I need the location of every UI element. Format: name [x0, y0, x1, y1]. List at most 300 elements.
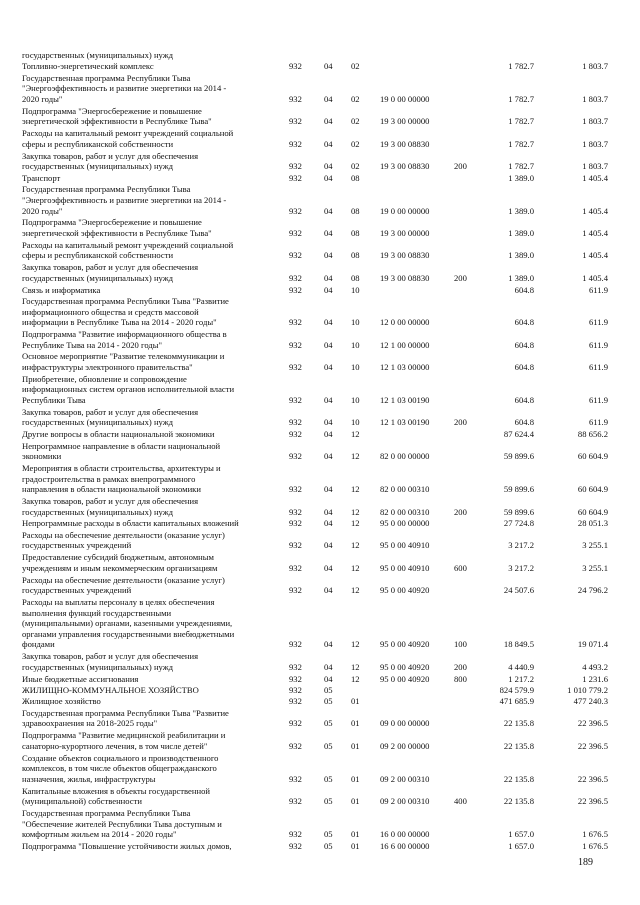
row-name [22, 262, 284, 283]
target-article-code: 19 3 00 08830 [380, 272, 430, 283]
sum-year-1: 1 389.0 [508, 250, 534, 261]
expense-type-code: 200 [454, 661, 467, 672]
section-code: 04 [324, 585, 333, 596]
row-name-line: информационных систем органов исполнительной власти [22, 384, 235, 395]
expense-type-code: 100 [454, 639, 467, 650]
admin-code: 932 [289, 284, 302, 295]
table-row [0, 73, 640, 105]
row-name [22, 217, 284, 238]
subsection-code: 02 [351, 61, 360, 72]
admin-code: 932 [289, 250, 302, 261]
sum-year-1: 4 440.9 [508, 661, 534, 672]
row-name-line: Республики Тыва [22, 394, 86, 405]
admin-code: 932 [289, 661, 302, 672]
sum-year-2: 60 604.9 [577, 484, 608, 495]
row-name-line: государственных (муниципальных) нужд [22, 161, 174, 172]
sum-year-1: 1 389.0 [508, 227, 534, 238]
table-row [0, 708, 640, 729]
section-code: 05 [324, 696, 333, 707]
sum-year-2: 1 676.5 [582, 841, 608, 851]
row-name-line: государственных (муниципальных) нужд [22, 50, 174, 60]
admin-code: 932 [289, 451, 302, 462]
table-row [0, 730, 640, 751]
row-name-line: инфраструктуры электронного правительства" [22, 361, 193, 372]
table-row [0, 552, 640, 573]
admin-code: 932 [289, 585, 302, 596]
target-article-code: 19 3 00 08830 [380, 161, 430, 172]
subsection-code: 12 [351, 506, 360, 517]
row-name-line: Капитальные вложения в объекты государственной [22, 785, 210, 796]
subsection-code: 02 [351, 116, 360, 127]
subsection-code: 10 [351, 317, 360, 328]
row-name-line: Государственная программа Республики Тыва "Развитие [22, 707, 229, 718]
subsection-code: 01 [351, 829, 360, 840]
row-name-line: (муниципальной) собственности [22, 796, 142, 807]
sum-year-2: 611.9 [588, 361, 608, 372]
admin-code: 932 [289, 317, 302, 328]
sum-year-1: 87 624.4 [503, 429, 534, 440]
table-row [0, 496, 640, 517]
subsection-code: 12 [351, 562, 360, 573]
table-row [0, 429, 640, 440]
sum-year-1: 604.8 [514, 361, 534, 372]
table-row [0, 530, 640, 551]
table-row [0, 128, 640, 149]
sum-year-2: 60 604.9 [577, 451, 608, 462]
sum-year-2: 1 803.7 [582, 61, 608, 72]
row-name [22, 530, 284, 551]
admin-code: 932 [289, 796, 302, 807]
expense-type-code: 400 [454, 796, 467, 807]
sum-year-1: 1 657.0 [508, 829, 534, 840]
sum-year-1: 24 507.6 [503, 585, 534, 596]
row-name-line: Предоставление субсидий бюджетным, автономным [22, 552, 214, 563]
expense-type-code: 200 [454, 506, 467, 517]
admin-code: 932 [289, 394, 302, 405]
section-code: 05 [324, 773, 333, 784]
row-name [22, 651, 284, 672]
subsection-code: 12 [351, 451, 360, 462]
row-name-line: государственных учреждений [22, 585, 132, 596]
sum-year-2: 22 396.5 [577, 773, 608, 784]
row-name [22, 61, 284, 72]
row-name-line: "Обеспечение жителей Республики Тыва доступным и [22, 818, 222, 829]
sum-year-2: 611.9 [588, 284, 608, 295]
row-name [22, 351, 284, 372]
expense-type-code: 800 [454, 673, 467, 684]
sum-year-2: 22 396.5 [577, 718, 608, 729]
subsection-code: 12 [351, 585, 360, 596]
row-name-line: государственных (муниципальных) нужд [22, 661, 174, 672]
table-row [0, 786, 640, 807]
section-code: 05 [324, 685, 333, 695]
admin-code: 932 [289, 161, 302, 172]
section-code: 05 [324, 718, 333, 729]
table-row [0, 329, 640, 350]
target-article-code: 82 0 00 00310 [380, 484, 430, 495]
sum-year-2: 611.9 [588, 394, 608, 405]
target-article-code: 95 0 00 40920 [380, 585, 430, 596]
sum-year-1: 27 724.8 [503, 518, 534, 529]
sum-year-1: 824 579.9 [499, 685, 534, 695]
section-code: 05 [324, 829, 333, 840]
admin-code: 932 [289, 540, 302, 551]
admin-code: 932 [289, 829, 302, 840]
row-name-line: "Энергоэффективность и развитие энергетики на 2014 - [22, 83, 227, 94]
sum-year-1: 604.8 [514, 317, 534, 328]
row-name-line: фондами [22, 639, 55, 650]
admin-code: 932 [289, 518, 302, 529]
section-code: 04 [324, 417, 333, 428]
row-name-line: Закупка товаров, работ и услуг для обеспечения [22, 651, 199, 662]
row-name-line: Расходы на капитальный ремонт учреждений социальной [22, 128, 234, 139]
sum-year-1: 604.8 [514, 339, 534, 350]
section-code: 04 [324, 661, 333, 672]
sum-year-2: 477 240.3 [573, 696, 608, 707]
target-article-code: 19 0 00 00000 [380, 205, 430, 216]
table-row [0, 407, 640, 428]
section-code: 04 [324, 116, 333, 127]
row-name [22, 184, 284, 216]
admin-code: 932 [289, 562, 302, 573]
table-row [0, 240, 640, 261]
row-name-line: Расходы на обеспечение деятельности (оказание услуг) [22, 529, 225, 540]
sum-year-1: 1 782.7 [508, 61, 534, 72]
row-name-line: направления в области национальной экономики [22, 484, 201, 495]
row-name-line: учреждениям и иным некоммерческим организациям [22, 562, 218, 573]
sum-year-2: 19 071.4 [577, 639, 608, 650]
subsection-code: 01 [351, 740, 360, 751]
row-name-line: Транспорт [22, 173, 61, 183]
target-article-code: 09 2 00 00310 [380, 773, 430, 784]
row-name [22, 285, 284, 296]
subsection-code: 01 [351, 718, 360, 729]
row-name-line: государственных (муниципальных) нужд [22, 506, 174, 517]
subsection-code: 01 [351, 773, 360, 784]
section-code: 04 [324, 562, 333, 573]
table-row [0, 106, 640, 127]
row-name-line: экономики [22, 451, 62, 462]
sum-year-2: 1 676.5 [582, 829, 608, 840]
row-name-line: государственных (муниципальных) нужд [22, 417, 174, 428]
admin-code: 932 [289, 272, 302, 283]
target-article-code: 12 1 03 00190 [380, 417, 430, 428]
section-code: 04 [324, 429, 333, 440]
row-name [22, 240, 284, 261]
admin-code: 932 [289, 673, 302, 684]
sum-year-1: 59 899.6 [503, 484, 534, 495]
row-name [22, 730, 284, 751]
table-row [0, 696, 640, 707]
sum-year-1: 604.8 [514, 284, 534, 295]
target-article-code: 12 1 03 00190 [380, 394, 430, 405]
target-article-code: 12 1 00 00000 [380, 339, 430, 350]
table-row [0, 262, 640, 283]
admin-code: 932 [289, 138, 302, 149]
sum-year-2: 60 604.9 [577, 506, 608, 517]
section-code: 04 [324, 250, 333, 261]
section-code: 04 [324, 93, 333, 104]
target-article-code: 95 0 00 40920 [380, 673, 430, 684]
row-name-line: Подпрограмма "Развитие информационного общества в [22, 329, 227, 339]
section-code: 05 [324, 841, 333, 851]
row-name-line: Государственная программа Республики Тыва [22, 808, 191, 818]
admin-code: 932 [289, 361, 302, 372]
sum-year-1: 604.8 [514, 394, 534, 405]
row-name [22, 151, 284, 172]
row-name-line: энергетической эффективности в Республике Тыва" [22, 227, 212, 238]
sum-year-2: 4 493.2 [582, 661, 608, 672]
row-name [22, 496, 284, 517]
row-name [22, 429, 284, 440]
admin-code: 932 [289, 205, 302, 216]
page-number: 189 [578, 857, 593, 868]
row-name-line: сферы и республиканской собственности [22, 138, 174, 149]
section-code: 04 [324, 61, 333, 72]
row-name-line: ЖИЛИЩНО-КОММУНАЛЬНОЕ ХОЗЯЙСТВО [22, 685, 199, 695]
sum-year-1: 3 217.2 [508, 562, 534, 573]
sum-year-2: 24 796.2 [577, 585, 608, 596]
subsection-code: 12 [351, 518, 360, 529]
row-name-line: Подпрограмма "Повышение устойчивости жилых домов, [22, 841, 232, 851]
admin-code: 932 [289, 429, 302, 440]
section-code: 04 [324, 484, 333, 495]
subsection-code: 02 [351, 93, 360, 104]
row-name-line: Жилищное хозяйство [22, 696, 101, 707]
row-name-line: Подпрограмма "Энергосбережение и повышение [22, 217, 202, 228]
row-name-line: Закупка товаров, работ и услуг для обеспечения [22, 496, 199, 506]
row-name [22, 441, 284, 462]
row-name-line: Создание объектов социального и производственного [22, 752, 219, 763]
sum-year-1: 1 217.2 [508, 673, 534, 684]
target-article-code: 16 0 00 00000 [380, 829, 430, 840]
table-row [0, 597, 640, 650]
sum-year-1: 604.8 [514, 417, 534, 428]
section-code: 05 [324, 740, 333, 751]
sum-year-1: 59 899.6 [503, 506, 534, 517]
row-name [22, 50, 284, 61]
subsection-code: 12 [351, 429, 360, 440]
admin-code: 932 [289, 740, 302, 751]
table-row [0, 50, 640, 61]
admin-code: 932 [289, 639, 302, 650]
admin-code: 932 [289, 173, 302, 183]
table-row [0, 296, 640, 328]
section-code: 04 [324, 284, 333, 295]
table-row [0, 674, 640, 685]
target-article-code: 82 0 00 00000 [380, 451, 430, 462]
admin-code: 932 [289, 696, 302, 707]
section-code: 04 [324, 272, 333, 283]
row-name-line: Закупка товаров, работ и услуг для обеспечения [22, 406, 199, 417]
row-name [22, 73, 284, 105]
target-article-code: 12 0 00 00000 [380, 317, 430, 328]
sum-year-2: 1 405.4 [582, 272, 608, 283]
row-name-line: энергетической эффективности в Республике Тыва" [22, 116, 212, 127]
row-name [22, 374, 284, 406]
sum-year-1: 3 217.2 [508, 540, 534, 551]
row-name [22, 518, 284, 529]
row-name-line: Государственная программа Республики Тыва [22, 184, 191, 195]
row-name [22, 685, 284, 696]
table-row [0, 841, 640, 852]
table-row [0, 808, 640, 840]
admin-code: 932 [289, 227, 302, 238]
row-name [22, 696, 284, 707]
target-article-code: 19 3 00 00000 [380, 227, 430, 238]
row-name [22, 786, 284, 807]
table-row [0, 753, 640, 785]
row-name [22, 552, 284, 573]
sum-year-2: 3 255.1 [582, 540, 608, 551]
row-name [22, 753, 284, 785]
subsection-code: 10 [351, 339, 360, 350]
admin-code: 932 [289, 116, 302, 127]
target-article-code: 95 0 00 40910 [380, 562, 430, 573]
row-name-line: Государственная программа Республики Тыва "Развитие [22, 296, 229, 306]
row-name-line: Приобретение, обновление и сопровождение [22, 373, 187, 384]
row-name-line: Республике Тыва на 2014 - 2020 годы" [22, 339, 163, 350]
target-article-code: 19 0 00 00000 [380, 93, 430, 104]
section-code: 04 [324, 161, 333, 172]
section-code: 04 [324, 518, 333, 529]
sum-year-2: 22 396.5 [577, 796, 608, 807]
expense-type-code: 200 [454, 161, 467, 172]
target-article-code: 16 6 00 00000 [380, 841, 430, 851]
sum-year-1: 1 782.7 [508, 116, 534, 127]
admin-code: 932 [289, 685, 302, 695]
sum-year-2: 1 010 779.2 [567, 685, 608, 695]
target-article-code: 95 0 00 40910 [380, 540, 430, 551]
subsection-code: 02 [351, 138, 360, 149]
admin-code: 932 [289, 417, 302, 428]
sum-year-2: 28 051.3 [577, 518, 608, 529]
target-article-code: 19 3 00 00000 [380, 116, 430, 127]
target-article-code: 95 0 00 00000 [380, 518, 430, 529]
sum-year-2: 1 405.4 [582, 250, 608, 261]
table-row [0, 61, 640, 72]
row-name-line: Подпрограмма "Развитие медицинской реабилитации и [22, 730, 226, 741]
row-name [22, 808, 284, 840]
row-name-line: комфортным жильем на 2014 - 2020 годы" [22, 829, 177, 840]
sum-year-1: 22 135.8 [503, 796, 534, 807]
row-name-line: Расходы на капитальный ремонт учреждений социальной [22, 239, 234, 250]
admin-code: 932 [289, 93, 302, 104]
sum-year-2: 22 396.5 [577, 740, 608, 751]
sum-year-2: 1 231.6 [582, 673, 608, 684]
row-name-line: Топливно-энергетический комплекс [22, 61, 154, 72]
target-article-code: 09 2 00 00000 [380, 740, 430, 751]
table-row [0, 575, 640, 596]
subsection-code: 12 [351, 484, 360, 495]
row-name-line: Связь и информатика [22, 284, 101, 295]
table-row [0, 685, 640, 696]
target-article-code: 95 0 00 40920 [380, 639, 430, 650]
table-row [0, 441, 640, 462]
row-name-line: 2020 годы" [22, 205, 63, 216]
row-name-line: сферы и республиканской собственности [22, 250, 174, 261]
row-name-line: Расходы на обеспечение деятельности (оказание услуг) [22, 574, 225, 585]
sum-year-1: 471 685.9 [499, 696, 534, 707]
row-name-line: здравоохранения на 2018-2025 годы" [22, 718, 158, 729]
target-article-code: 19 3 00 08830 [380, 250, 430, 261]
row-name-line: "Энергоэффективность и развитие энергетики на 2014 - [22, 194, 227, 205]
table-row [0, 184, 640, 216]
expense-type-code: 600 [454, 562, 467, 573]
section-code: 04 [324, 173, 333, 183]
subsection-code: 01 [351, 796, 360, 807]
row-name-line: Государственная программа Республики Тыва [22, 72, 191, 83]
row-name-line: 2020 годы" [22, 93, 63, 104]
section-code: 04 [324, 394, 333, 405]
sum-year-2: 611.9 [588, 339, 608, 350]
admin-code: 932 [289, 773, 302, 784]
row-name-line: Иные бюджетные ассигнования [22, 673, 139, 684]
row-name [22, 106, 284, 127]
admin-code: 932 [289, 718, 302, 729]
admin-code: 932 [289, 484, 302, 495]
target-article-code: 09 2 00 00310 [380, 796, 430, 807]
row-name [22, 708, 284, 729]
sum-year-1: 22 135.8 [503, 718, 534, 729]
sum-year-2: 1 803.7 [582, 161, 608, 172]
subsection-code: 12 [351, 540, 360, 551]
sum-year-2: 611.9 [588, 417, 608, 428]
section-code: 04 [324, 639, 333, 650]
section-code: 04 [324, 205, 333, 216]
sum-year-1: 59 899.6 [503, 451, 534, 462]
row-name-line: санаторно-курортного лечения, в том числе детей" [22, 740, 208, 751]
subsection-code: 12 [351, 661, 360, 672]
sum-year-1: 22 135.8 [503, 740, 534, 751]
target-article-code: 95 0 00 40920 [380, 661, 430, 672]
section-code: 04 [324, 506, 333, 517]
row-name-line: информации в Республике Тыва на 2014 - 2020 годы" [22, 317, 217, 328]
row-name [22, 128, 284, 149]
expense-type-code: 200 [454, 272, 467, 283]
subsection-code: 10 [351, 394, 360, 405]
section-code: 04 [324, 361, 333, 372]
table-row [0, 518, 640, 529]
subsection-code: 08 [351, 272, 360, 283]
row-name-line: комплексов, в том числе объектов общегражданского [22, 763, 217, 774]
row-name-line: выполнения функций государственными [22, 607, 172, 618]
subsection-code: 01 [351, 696, 360, 707]
row-name-line: Закупка товаров, работ и услуг для обеспечения [22, 262, 199, 273]
sum-year-2: 1 405.4 [582, 173, 608, 183]
table-row [0, 285, 640, 296]
subsection-code: 10 [351, 417, 360, 428]
row-name [22, 407, 284, 428]
subsection-code: 10 [351, 361, 360, 372]
sum-year-1: 1 389.0 [508, 272, 534, 283]
sum-year-1: 1 782.7 [508, 138, 534, 149]
subsection-code: 01 [351, 841, 360, 851]
target-article-code: 09 0 00 00000 [380, 718, 430, 729]
admin-code: 932 [289, 506, 302, 517]
section-code: 04 [324, 451, 333, 462]
row-name-line: Другие вопросы в области национальной экономики [22, 429, 215, 440]
sum-year-2: 1 405.4 [582, 205, 608, 216]
section-code: 04 [324, 317, 333, 328]
row-name [22, 329, 284, 350]
row-name [22, 597, 284, 650]
subsection-code: 08 [351, 205, 360, 216]
row-name-line: Закупка товаров, работ и услуг для обеспечения [22, 150, 199, 161]
admin-code: 932 [289, 841, 302, 851]
expense-type-code: 200 [454, 417, 467, 428]
row-name [22, 173, 284, 184]
